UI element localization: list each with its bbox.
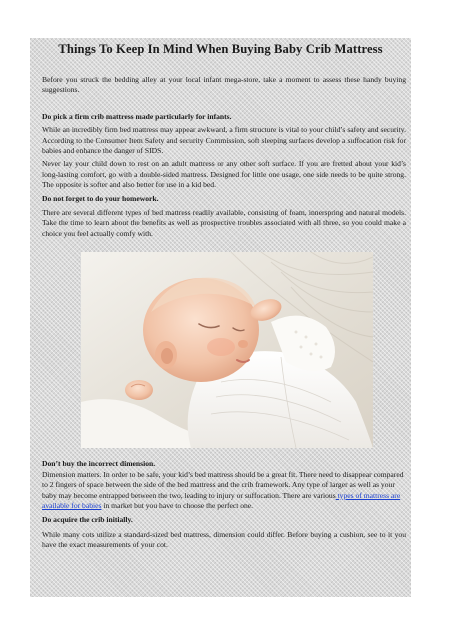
paragraph-dimension [42, 470, 406, 512]
paragraph-dimension-text-after: in market but you have to choose the perfect one. [101, 500, 254, 510]
paragraph-never-adult-mattress: Never lay your child down to rest on an adult mattress or any other soft surface. If you are fretted about your kid’s long-lasting comfort, go with a double-sided mattress. Designed for little one usage, one side needs to be quite strong. The opposite is softer and also better for use in a kid bed. [42, 159, 406, 190]
heading-firm-mattress: Do pick a firm crib mattress made particularly for infants. [42, 111, 232, 121]
heading-dimension: Don’t buy the incorrect dimension. [42, 459, 156, 469]
baby-photo [81, 252, 373, 448]
mattress-types-link[interactable]: types of mattress are available for babies [42, 490, 401, 510]
paragraph-mattress-types: There are several different types of bed mattress readily available, consisting of foam, innerspring and natural models. Take the time to learn about the benefits as well as prospective troubles associated with all three, so you could make a choice you feel actually comfy with. [42, 208, 406, 238]
heading-homework: Do not forget to do your homework. [42, 193, 159, 203]
paragraph-firm-structure: While an incredibly firm bed mattress may appear awkward, a firm structure is vital to your child’s safety and security. According to the Consumer Item Safety and security Commission, soft sleeping surfaces develop a suffocation risk for babies and enhance the danger of SIDS. [42, 125, 406, 156]
intro-paragraph: Before you struck the bedding alley at your local infant mega-store, take a moment to assess these handy buying suggestions. [42, 75, 406, 95]
paragraph-dimension-text-before: Dimension matters. In order to be safe, your kid’s bed mattress should be a great fit. There need to disappear compared to 2 fingers of space between the side of the bed mattress and the crib framework. Any type of larger as well as your baby may become entrapped between the two, leading to injury or suffocation. There are various [42, 469, 404, 500]
article-body [30, 38, 411, 597]
article-title: Things To Keep In Mind When Buying Baby Crib Mattress [58, 42, 383, 56]
heading-acquire-crib: Do acquire the crib initially. [42, 515, 133, 525]
paragraph-crib-measurements: While many cots utilize a standard-sized bed mattress, dimension could differ. Before buying a cushion, see to it you have the exact measurements of your cot. [42, 529, 406, 550]
baby-illustration [81, 252, 373, 448]
